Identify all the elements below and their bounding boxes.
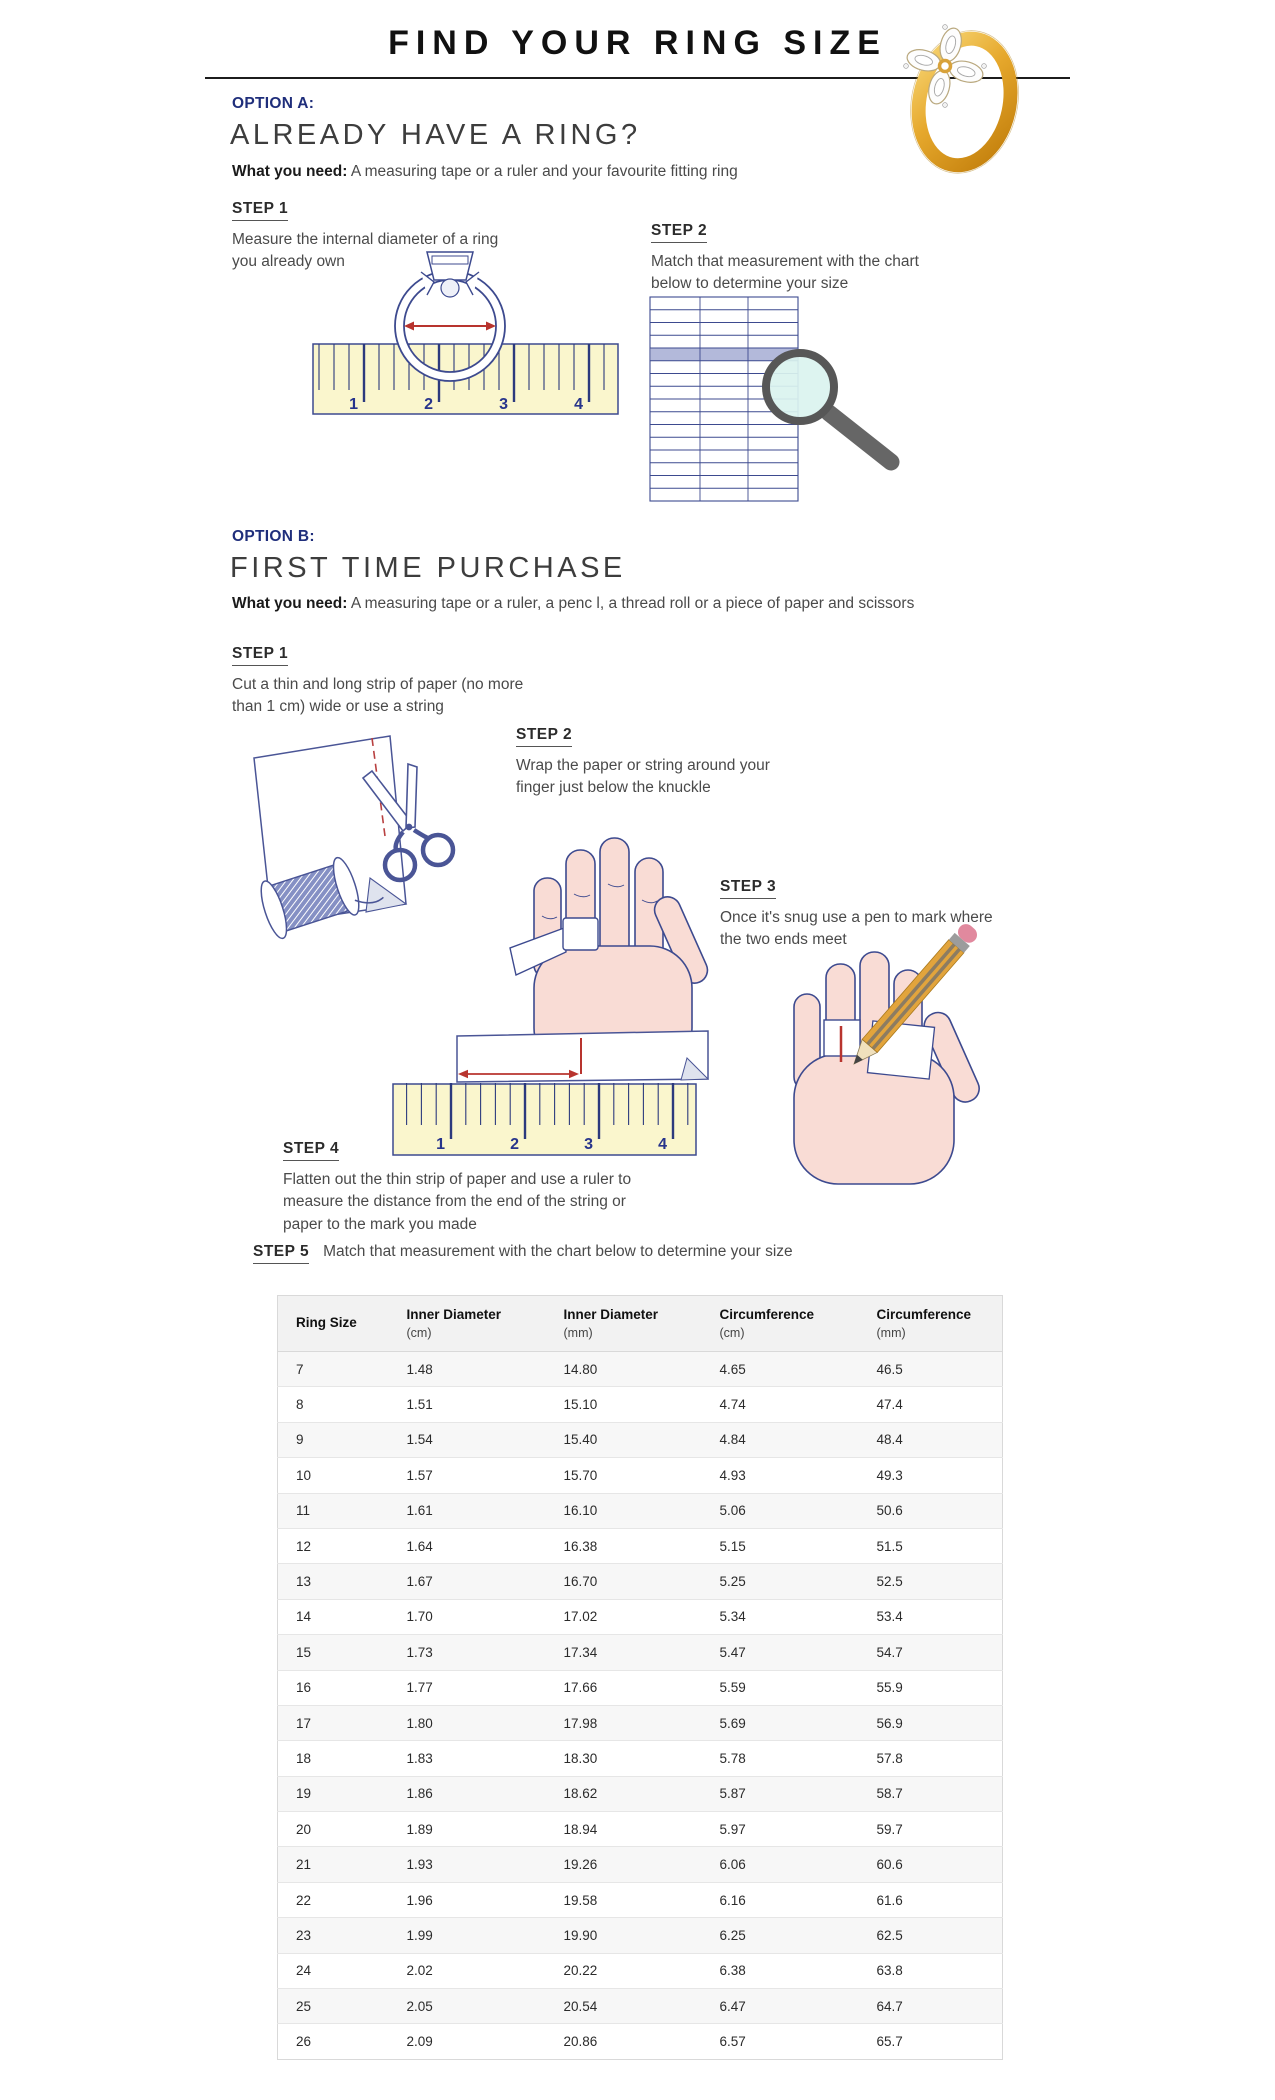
table-cell: 2.09	[389, 2024, 546, 2059]
option-a-requirements	[232, 163, 872, 181]
table-cell: 16.38	[546, 1528, 702, 1563]
ring-on-ruler-illustration	[300, 238, 630, 420]
table-cell: 18	[278, 1741, 389, 1776]
table-cell: 17	[278, 1705, 389, 1740]
step-label: STEP 4	[283, 1140, 339, 1161]
table-cell: 52.5	[859, 1564, 1003, 1599]
table-cell: 53.4	[859, 1599, 1003, 1634]
table-cell: 5.69	[702, 1705, 859, 1740]
table-cell: 19.26	[546, 1847, 702, 1882]
table-cell: 11	[278, 1493, 389, 1528]
table-row	[278, 1528, 1003, 1563]
size-chart-magnifier-illustration	[648, 295, 938, 525]
svg-text:3: 3	[499, 396, 508, 413]
column-header: Circumference (cm)	[702, 1296, 859, 1352]
table-cell: 4.65	[702, 1352, 859, 1387]
table-cell: 2.02	[389, 1953, 546, 1988]
table-cell: 8	[278, 1387, 389, 1422]
table-row	[278, 1989, 1003, 2024]
column-header: Ring Size	[278, 1296, 389, 1352]
svg-text:1: 1	[436, 1136, 445, 1153]
table-cell: 24	[278, 1953, 389, 1988]
table-cell: 5.97	[702, 1812, 859, 1847]
table-cell: 13	[278, 1564, 389, 1599]
table-row	[278, 1387, 1003, 1422]
table-cell: 17.02	[546, 1599, 702, 1634]
table-cell: 49.3	[859, 1458, 1003, 1493]
table-cell: 1.96	[389, 1882, 546, 1917]
table-cell: 5.25	[702, 1564, 859, 1599]
need-text-b: A measuring tape or a ruler, a penc l, a thread roll or a piece of paper and scissors	[347, 595, 915, 612]
table-row	[278, 1493, 1003, 1528]
table-row	[278, 1670, 1003, 1705]
table-cell: 25	[278, 1989, 389, 2024]
table-cell: 18.30	[546, 1741, 702, 1776]
column-header: Circumference (mm)	[859, 1296, 1003, 1352]
table-cell: 20.86	[546, 2024, 702, 2059]
step-text: Once it's snug use a pen to mark where the two ends meet	[720, 909, 993, 949]
table-cell: 1.86	[389, 1776, 546, 1811]
table-cell: 59.7	[859, 1812, 1003, 1847]
table-cell: 19.90	[546, 1918, 702, 1953]
table-cell: 6.57	[702, 2024, 859, 2059]
table-cell: 46.5	[859, 1352, 1003, 1387]
table-cell: 1.83	[389, 1741, 546, 1776]
option-a-step-2	[651, 222, 946, 296]
table-cell: 23	[278, 1918, 389, 1953]
table-cell: 14.80	[546, 1352, 702, 1387]
table-row	[278, 1352, 1003, 1387]
table-cell: 5.59	[702, 1670, 859, 1705]
svg-text:2: 2	[424, 396, 433, 413]
svg-text:1: 1	[349, 396, 358, 413]
step-label: STEP 3	[720, 878, 776, 899]
table-cell: 4.84	[702, 1422, 859, 1457]
table-cell: 21	[278, 1847, 389, 1882]
table-cell: 19	[278, 1776, 389, 1811]
table-cell: 48.4	[859, 1422, 1003, 1457]
option-b-step-2	[516, 726, 806, 800]
table-cell: 61.6	[859, 1882, 1003, 1917]
table-cell: 7	[278, 1352, 389, 1387]
table-cell: 1.89	[389, 1812, 546, 1847]
table-cell: 54.7	[859, 1635, 1003, 1670]
table-cell: 1.48	[389, 1352, 546, 1387]
option-a-heading: ALREADY HAVE A RING?	[230, 119, 641, 151]
size-chart-body	[278, 1352, 1003, 2060]
step-text: Measure the internal diameter of a ring you already own	[232, 231, 499, 271]
table-cell: 20.22	[546, 1953, 702, 1988]
table-cell: 5.87	[702, 1776, 859, 1811]
table-cell: 16.10	[546, 1493, 702, 1528]
step-label: STEP 1	[232, 645, 288, 666]
step-label: STEP 5	[253, 1243, 309, 1264]
table-cell: 1.67	[389, 1564, 546, 1599]
table-row	[278, 1564, 1003, 1599]
table-cell: 58.7	[859, 1776, 1003, 1811]
table-row	[278, 1422, 1003, 1457]
table-cell: 51.5	[859, 1528, 1003, 1563]
option-a-label: OPTION A:	[232, 95, 315, 112]
table-row	[278, 1953, 1003, 1988]
table-row	[278, 1458, 1003, 1493]
table-cell: 12	[278, 1528, 389, 1563]
gold-ring-image	[893, 0, 1038, 178]
table-cell: 17.66	[546, 1670, 702, 1705]
need-label-a: What you need:	[232, 163, 348, 180]
option-b-step-4	[283, 1140, 648, 1236]
table-cell: 1.54	[389, 1422, 546, 1457]
option-b-requirements	[232, 595, 1032, 613]
table-cell: 1.77	[389, 1670, 546, 1705]
page-title: FIND YOUR RING SIZE	[388, 24, 887, 62]
svg-text:3: 3	[584, 1136, 593, 1153]
table-cell: 55.9	[859, 1670, 1003, 1705]
table-cell: 14	[278, 1599, 389, 1634]
option-b-label: OPTION B:	[232, 528, 315, 545]
step-text: Match that measurement with the chart below to determine your size	[651, 253, 919, 293]
need-label-b: What you need:	[232, 595, 348, 612]
table-cell: 4.93	[702, 1458, 859, 1493]
table-cell: 5.15	[702, 1528, 859, 1563]
table-row	[278, 1635, 1003, 1670]
table-cell: 6.06	[702, 1847, 859, 1882]
table-cell: 22	[278, 1882, 389, 1917]
table-cell: 47.4	[859, 1387, 1003, 1422]
table-cell: 50.6	[859, 1493, 1003, 1528]
hand-pencil-illustration	[742, 902, 1077, 1197]
svg-text:2: 2	[510, 1136, 519, 1153]
column-header: Inner Diameter (mm)	[546, 1296, 702, 1352]
table-cell: 5.47	[702, 1635, 859, 1670]
table-cell: 17.34	[546, 1635, 702, 1670]
table-cell: 2.05	[389, 1989, 546, 2024]
table-cell: 16.70	[546, 1564, 702, 1599]
column-header: Inner Diameter (cm)	[389, 1296, 546, 1352]
table-cell: 60.6	[859, 1847, 1003, 1882]
table-cell: 6.47	[702, 1989, 859, 2024]
table-row	[278, 1741, 1003, 1776]
table-cell: 5.06	[702, 1493, 859, 1528]
table-cell: 57.8	[859, 1741, 1003, 1776]
step-label: STEP 1	[232, 200, 288, 221]
step-label: STEP 2	[651, 222, 707, 243]
table-cell: 20.54	[546, 1989, 702, 2024]
table-cell: 1.93	[389, 1847, 546, 1882]
option-b-heading: FIRST TIME PURCHASE	[230, 552, 626, 584]
option-b-step-5	[253, 1243, 1203, 1264]
step-label: STEP 2	[516, 726, 572, 747]
table-cell: 16	[278, 1670, 389, 1705]
table-cell: 10	[278, 1458, 389, 1493]
step-text: Flatten out the thin strip of paper and use a ruler to measure the distance from the end of the string or paper to the mark you made	[283, 1171, 632, 1233]
table-cell: 1.64	[389, 1528, 546, 1563]
table-cell: 15	[278, 1635, 389, 1670]
table-cell: 1.73	[389, 1635, 546, 1670]
table-cell: 18.62	[546, 1776, 702, 1811]
table-cell: 5.78	[702, 1741, 859, 1776]
paper-scissors-illustration	[222, 726, 527, 1011]
table-cell: 1.99	[389, 1918, 546, 1953]
table-cell: 1.61	[389, 1493, 546, 1528]
table-row	[278, 1776, 1003, 1811]
step-text: Cut a thin and long strip of paper (no more than 1 cm) wide or use a string	[232, 676, 524, 716]
table-cell: 26	[278, 2024, 389, 2059]
table-cell: 63.8	[859, 1953, 1003, 1988]
table-cell: 9	[278, 1422, 389, 1457]
table-cell: 64.7	[859, 1989, 1003, 2024]
table-cell: 56.9	[859, 1705, 1003, 1740]
need-text-a: A measuring tape or a ruler and your favourite fitting ring	[347, 163, 738, 180]
svg-text:4: 4	[658, 1136, 667, 1153]
table-row	[278, 1812, 1003, 1847]
table-cell: 1.80	[389, 1705, 546, 1740]
size-chart-head-row	[278, 1296, 1003, 1352]
table-cell: 15.40	[546, 1422, 702, 1457]
table-cell: 1.70	[389, 1599, 546, 1634]
table-cell: 5.34	[702, 1599, 859, 1634]
table-row	[278, 2024, 1003, 2059]
diameter-arrow-icon	[404, 322, 496, 331]
table-cell: 65.7	[859, 2024, 1003, 2059]
table-cell: 62.5	[859, 1918, 1003, 1953]
step-text: Match that measurement with the chart below to determine your size	[323, 1243, 793, 1260]
svg-text:4: 4	[574, 396, 583, 413]
table-cell: 17.98	[546, 1705, 702, 1740]
table-cell: 6.16	[702, 1882, 859, 1917]
table-cell: 18.94	[546, 1812, 702, 1847]
table-row	[278, 1847, 1003, 1882]
table-header	[278, 1296, 1003, 1352]
table-cell: 15.10	[546, 1387, 702, 1422]
table-row	[278, 1882, 1003, 1917]
table-cell: 6.25	[702, 1918, 859, 1953]
step-text: Wrap the paper or string around your finger just below the knuckle	[516, 757, 770, 797]
option-b-step-1	[232, 645, 542, 719]
table-cell: 4.74	[702, 1387, 859, 1422]
table-row	[278, 1599, 1003, 1634]
table-cell: 1.57	[389, 1458, 546, 1493]
table-cell: 20	[278, 1812, 389, 1847]
table-cell: 19.58	[546, 1882, 702, 1917]
table-cell: 1.51	[389, 1387, 546, 1422]
table-cell: 6.38	[702, 1953, 859, 1988]
table-row	[278, 1705, 1003, 1740]
table-cell: 15.70	[546, 1458, 702, 1493]
table-row	[278, 1918, 1003, 1953]
ring-size-table	[277, 1295, 1003, 2060]
